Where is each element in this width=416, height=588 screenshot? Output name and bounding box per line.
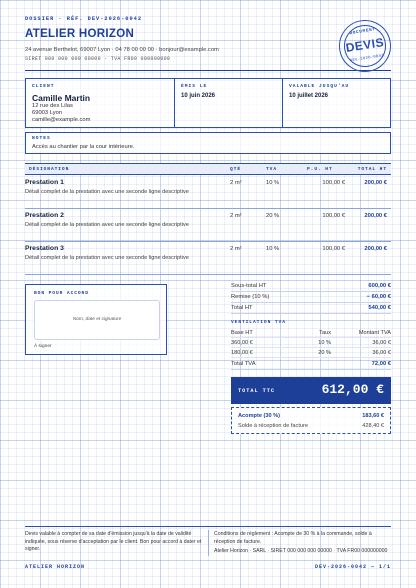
- vat-total-value: 72,00 €: [371, 361, 391, 367]
- vat-rate: 10 %: [318, 340, 331, 346]
- balance-label: Solde à réception de facture: [238, 423, 308, 429]
- issued-label: ÉMIS LE: [181, 84, 208, 89]
- table-row: [25, 242, 391, 275]
- total-ttc-label: TOTAL TTC: [238, 388, 276, 394]
- item-unit-price: 100,00 €: [322, 213, 345, 219]
- total-ht-row: [231, 303, 391, 314]
- subtotal-label: Sous-total HT: [231, 283, 267, 289]
- bottom-company: ATELIER HORIZON: [25, 564, 86, 570]
- item-vat: 10 %: [266, 246, 280, 252]
- discount-label: Remise (10 %): [231, 294, 270, 300]
- total-ht-label: Total HT: [231, 305, 253, 311]
- company-address: 24 avenue Berthelot, 69007 Lyon · 04 78 00 00 00 · bonjour@example.com: [25, 47, 219, 53]
- devis-stamp: [335, 16, 394, 75]
- client-column: [26, 79, 174, 127]
- item-total: 200,00 €: [364, 246, 387, 252]
- total-ht-value: 540,00 €: [368, 305, 391, 311]
- footer-validity: Devis valable à compter de sa date d'émission jusqu'à la date de validité indiquée, sous réserve d'acceptation par le client. Bon pour accord à dater et signer.: [25, 531, 202, 552]
- stamp-bottom-text: DEV-2026-0042: [349, 54, 385, 64]
- vat-total-row: [231, 359, 391, 370]
- stamp-top-text: DOCUMENT: [349, 28, 377, 37]
- notes-block: [25, 132, 391, 154]
- vat-col-rate: Taux: [319, 330, 331, 336]
- signature-date-label: À signer: [34, 344, 52, 349]
- item-name: Prestation 2: [25, 212, 64, 219]
- valid-until-label: VALABLE JUSQU'AU: [289, 84, 350, 89]
- vat-total-label: Total TVA: [231, 361, 256, 367]
- footer-column-divider: [208, 530, 209, 556]
- client-address-line: 12 rue des Lilas: [32, 103, 73, 109]
- discount-value: − 60,00 €: [366, 294, 391, 300]
- bottom-page-ref: DEV-2026-0042 — 1/1: [314, 564, 391, 570]
- col-header-total: TOTAL HT: [357, 167, 387, 172]
- item-qty: 2 m²: [230, 246, 242, 252]
- company-name: ATELIER HORIZON: [25, 28, 135, 40]
- total-ttc-box: [231, 377, 391, 404]
- deposit-box: [231, 407, 391, 434]
- col-header-designation: DÉSIGNATION: [29, 167, 70, 172]
- valid-column: [282, 79, 390, 127]
- vat-header-row: [231, 328, 391, 338]
- item-name: Prestation 1: [25, 179, 64, 186]
- vat-amount: 36,00 €: [372, 340, 391, 346]
- footer-divider: [25, 526, 391, 527]
- notes-label: NOTES: [32, 136, 51, 141]
- signature-title: BON POUR ACCORD: [34, 291, 89, 296]
- company-ids: SIRET 000 000 000 00000 · TVA FR00 000000000: [25, 56, 171, 62]
- client-label: CLIENT: [32, 84, 55, 89]
- vat-rate: 20 %: [318, 350, 331, 356]
- total-ttc-value: 612,00 €: [321, 382, 384, 397]
- client-city-line: 69003 Lyon: [32, 110, 63, 117]
- subtotal-row: [231, 281, 391, 292]
- footer-payment-terms: Conditions de règlement : Acompte de 30 % à la commande, solde à réception de facture.: [214, 531, 372, 545]
- discount-row: [231, 292, 391, 303]
- item-description: Détail complet de la prestation avec une seconde ligne descriptive: [25, 222, 189, 228]
- vat-base: 180,00 €: [231, 350, 253, 356]
- issued-column: [174, 79, 282, 127]
- footer-legal: Atelier Horizon · SARL · SIRET 000 000 000 00000 · TVA FR00 000000000: [214, 548, 388, 554]
- vat-breakdown-title: VENTILATION TVA: [231, 320, 286, 325]
- signature-area[interactable]: [34, 300, 160, 340]
- vat-row: [231, 338, 391, 348]
- col-header-unit-price: P.U. HT: [307, 167, 333, 172]
- col-header-qty: QTÉ: [230, 167, 241, 172]
- col-header-vat: TVA: [266, 167, 277, 172]
- item-name: Prestation 3: [25, 245, 64, 252]
- deposit-label: Acompte (30 %): [238, 413, 280, 419]
- item-unit-price: 100,00 €: [322, 246, 345, 252]
- item-unit-price: 100,00 €: [322, 180, 345, 186]
- vat-base: 360,00 €: [231, 340, 253, 346]
- header-divider: [25, 70, 391, 71]
- signature-block: [25, 284, 167, 355]
- item-vat: 10 %: [266, 180, 280, 186]
- info-block: [25, 78, 391, 128]
- item-description: Détail complet de la prestation avec une seconde ligne descriptive: [25, 255, 189, 261]
- client-email[interactable]: camille@example.com: [32, 117, 91, 124]
- footer-terms: [214, 531, 391, 556]
- vat-row: [231, 348, 391, 358]
- issued-date: 10 juin 2026: [181, 93, 216, 99]
- vat-col-base: Base HT: [231, 330, 253, 336]
- vat-col-amount: Montant TVA: [358, 330, 391, 336]
- stamp-main-text: DEVIS: [344, 35, 385, 55]
- deposit-value: 183,60 €: [362, 413, 384, 419]
- item-total: 200,00 €: [364, 180, 387, 186]
- valid-until-date: 10 juillet 2026: [289, 93, 329, 99]
- table-row: [25, 209, 391, 242]
- vat-amount: 36,00 €: [372, 350, 391, 356]
- item-vat: 20 %: [266, 213, 280, 219]
- item-qty: 2 m²: [230, 213, 242, 219]
- balance-value: 428,40 €: [362, 423, 384, 429]
- table-row: [25, 176, 391, 209]
- item-description: Détail complet de la prestation avec une seconde ligne descriptive: [25, 189, 189, 195]
- client-name: Camille Martin: [32, 93, 91, 103]
- items-table-header: [25, 163, 391, 175]
- notes-text: Accès au chantier par la cour intérieure.: [32, 144, 135, 150]
- document-reference: DOSSIER · RÉF. DEV-2026-0042: [25, 16, 143, 22]
- item-total: 200,00 €: [364, 213, 387, 219]
- subtotal-value: 600,00 €: [368, 283, 391, 289]
- item-qty: 2 m²: [230, 180, 242, 186]
- signature-hint: Nom, date et signature: [72, 317, 122, 322]
